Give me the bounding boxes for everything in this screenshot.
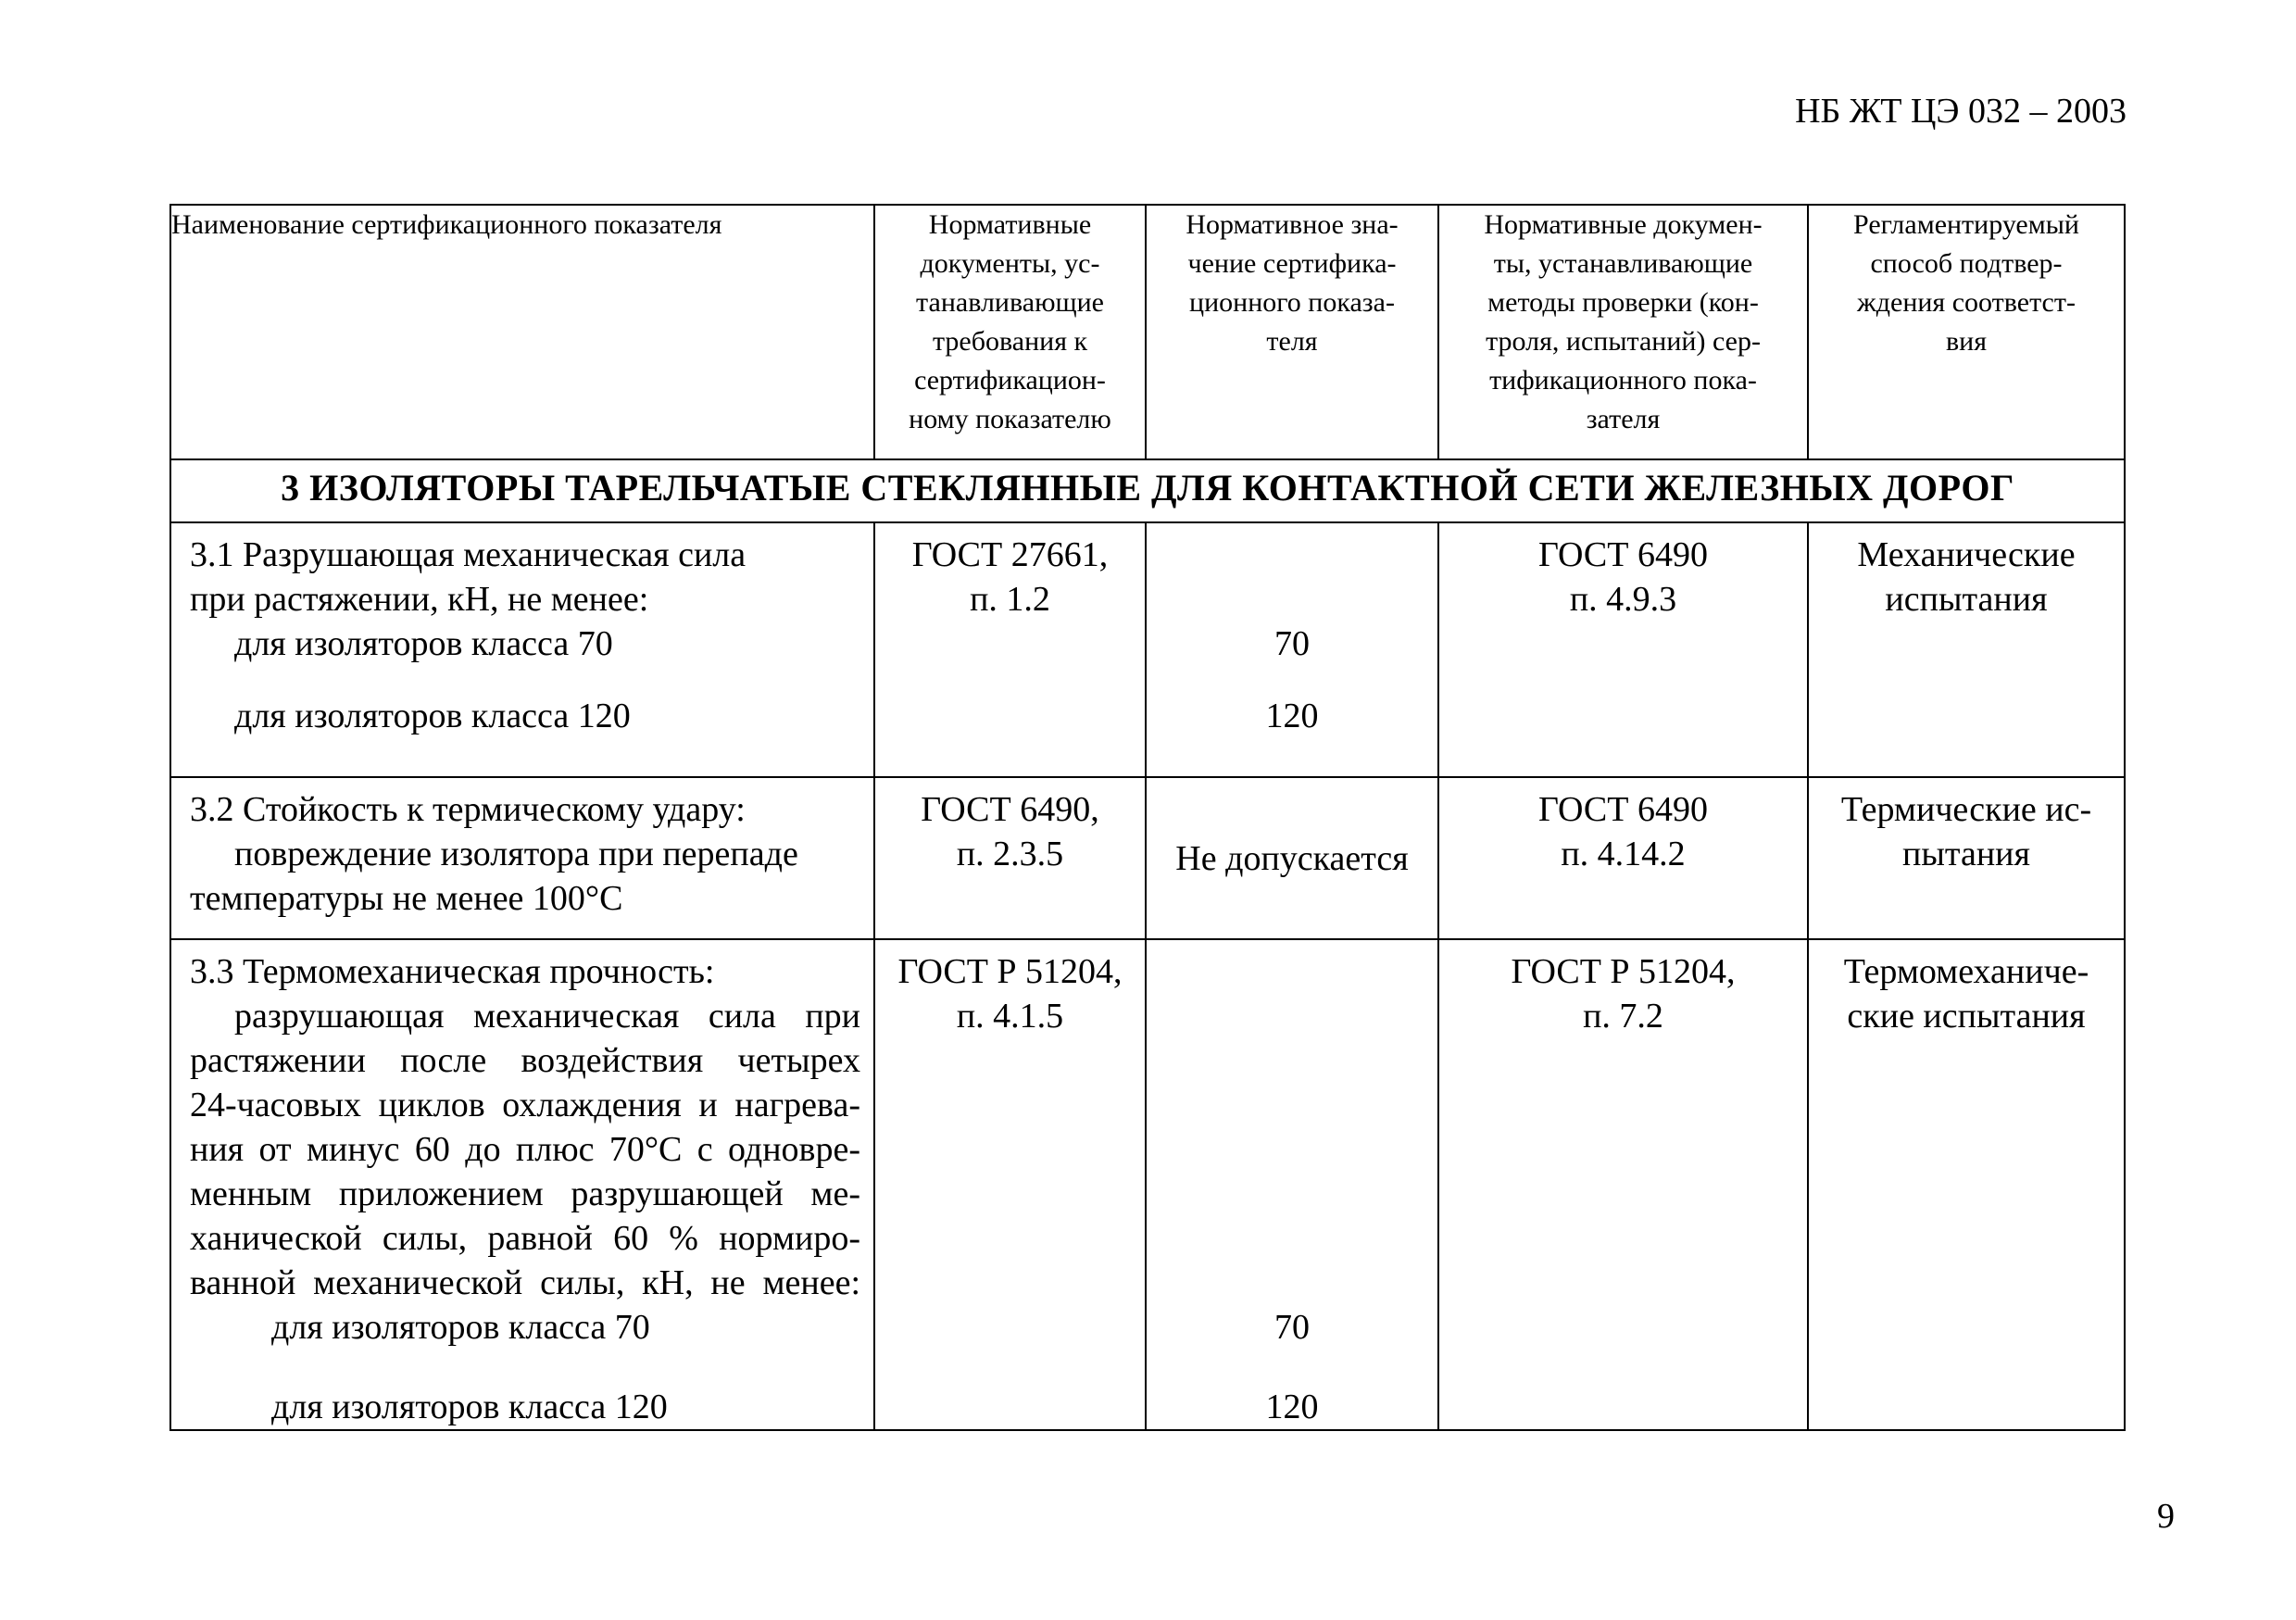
- table-row: [170, 522, 2125, 777]
- header-norm-value: Нормативное зна- чение сертифика- ционного показа- теля: [1146, 205, 1438, 459]
- certification-table: [169, 204, 2126, 1431]
- row-name-cell: 3.1 Разрушающая механическая сила при растяжении, кН, не менее: для изоляторов класса 70 для изоляторов класса 120: [170, 522, 874, 777]
- row-name-cell: 3.3 Термомеханическая прочность: разрушающая механическая сила при растяжении после воздействия четырех 24-часовых циклов охлаждения и нагрева- ния от минус 60 до плюс 70°C с одновре- менным приложением разрушающей ме- ханической силы, равной 60 % нормиро- ванной механической силы, кН, не менее: для изоляторов класса 70 для изоляторов класса 120: [170, 939, 874, 1430]
- row-norm-doc-cell: ГОСТ Р 51204, п. 4.1.5: [874, 939, 1146, 1430]
- section-row: [170, 459, 2125, 522]
- header-method-docs: Нормативные докумен- ты, устанавливающие методы проверки (кон- троля, испытаний) сер- тификационного пока- зателя: [1438, 205, 1808, 459]
- section-title: 3 ИЗОЛЯТОРЫ ТАРЕЛЬЧАТЫЕ СТЕКЛЯННЫЕ ДЛЯ КОНТАКТНОЙ СЕТИ ЖЕЛЕЗНЫХ ДОРОГ: [170, 459, 2125, 522]
- header-row: [170, 205, 2125, 459]
- header-norm-docs: Нормативные документы, ус- танавливающие требования к сертификацион- ному показателю: [874, 205, 1146, 459]
- table-row: [170, 939, 2125, 1430]
- page-number: 9: [2157, 1497, 2175, 1536]
- row-method-doc-cell: ГОСТ 6490 п. 4.14.2: [1438, 777, 1808, 939]
- row-confirmation-cell: Термомеханиче- ские испытания: [1808, 939, 2125, 1430]
- row-method-doc-cell: ГОСТ 6490 п. 4.9.3: [1438, 522, 1808, 777]
- row-norm-doc-cell: ГОСТ 6490, п. 2.3.5: [874, 777, 1146, 939]
- document-code: НБ ЖТ ЦЭ 032 – 2003: [1795, 92, 2127, 131]
- row-confirmation-cell: Термические ис- пытания: [1808, 777, 2125, 939]
- table-row: [170, 777, 2125, 939]
- row-confirmation-cell: Механические испытания: [1808, 522, 2125, 777]
- header-confirmation: Регламентируемый способ подтвер- ждения соответст- вия: [1808, 205, 2125, 459]
- header-name: Наименование сертификационного показателя: [170, 205, 874, 459]
- row-value-cell: Не допускается: [1146, 777, 1438, 939]
- row-norm-doc-cell: ГОСТ 27661, п. 1.2: [874, 522, 1146, 777]
- row-value-cell: 70 120: [1146, 522, 1438, 777]
- row-value-cell: 70 120: [1146, 939, 1438, 1430]
- row-method-doc-cell: ГОСТ Р 51204, п. 7.2: [1438, 939, 1808, 1430]
- row-name-cell: 3.2 Стойкость к термическому удару: повреждение изолятора при перепаде температуры не менее 100°C: [170, 777, 874, 939]
